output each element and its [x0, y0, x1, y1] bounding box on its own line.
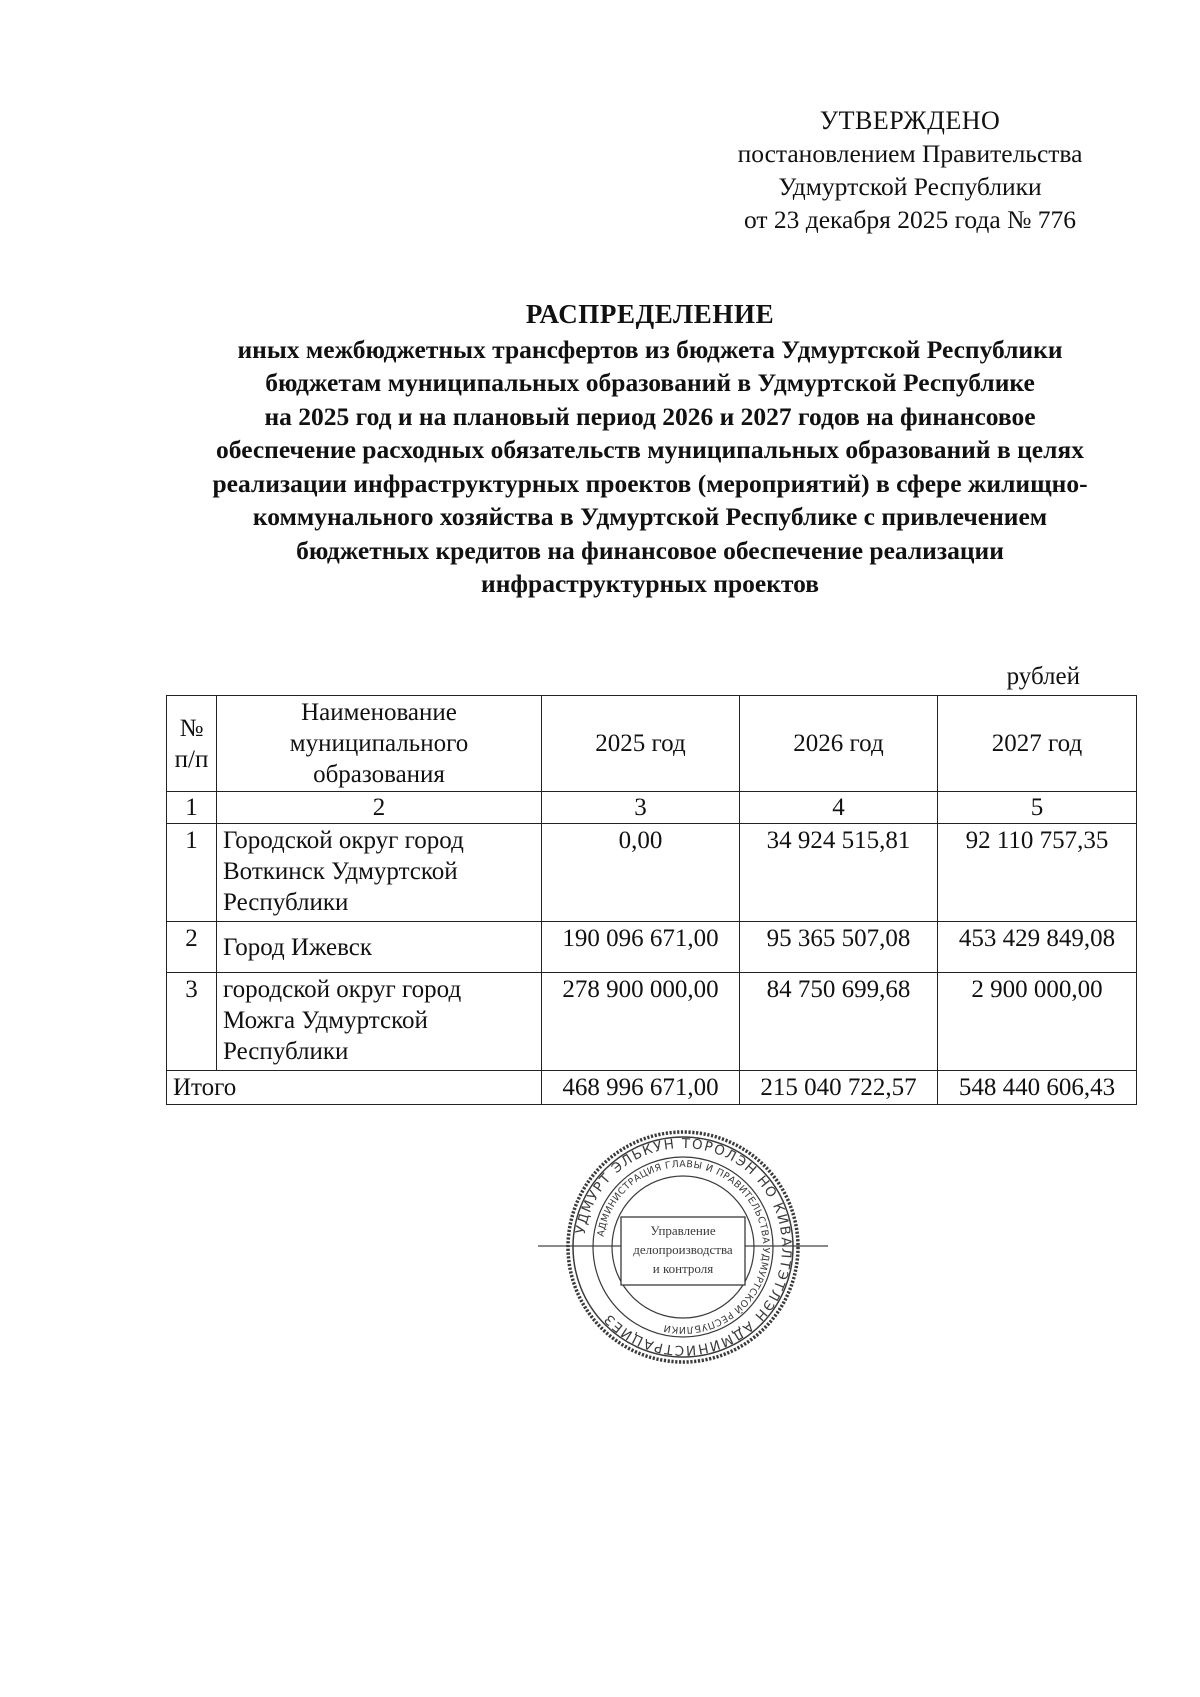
distribution-table [166, 695, 1137, 1105]
amount-2027: 453 429 849,08 [938, 922, 1137, 973]
heading-line: бюджетных кредитов на финансовое обеспечение реализации [296, 535, 1004, 565]
amount-2027: 92 110 757,35 [938, 824, 1137, 922]
amount-2027: 2 900 000,00 [938, 973, 1137, 1071]
column-index: 4 [740, 792, 938, 824]
amount-2026: 95 365 507,08 [740, 922, 938, 973]
municipality-name: Город Ижевск [217, 922, 542, 973]
column-index: 2 [217, 792, 542, 824]
approval-date-number: от 23 декабря 2025 года № 776 [743, 205, 1077, 234]
row-number: 2 [167, 922, 217, 973]
heading-line: бюджетам муниципальных образований в Удмуртской Республике [265, 368, 1035, 397]
total-2025: 468 996 671,00 [542, 1071, 740, 1105]
header-row [167, 696, 1137, 792]
amount-2025: 190 096 671,00 [542, 922, 740, 973]
amount-2025: 278 900 000,00 [542, 973, 740, 1071]
header-municipality: Наименование муниципального образования [217, 696, 542, 792]
municipality-name: Городской округ город Воткинск Удмуртской Республики [217, 824, 542, 922]
document-heading [100, 298, 1200, 601]
seal-center-line: и контроля [652, 1261, 714, 1276]
approval-title: УТВЕРЖДЕНО [819, 106, 1001, 135]
table-row [167, 824, 1137, 922]
seal-graphic [538, 1122, 828, 1372]
column-index: 3 [542, 792, 740, 824]
row-number: 1 [167, 824, 217, 922]
table-row [167, 973, 1137, 1071]
header-2026: 2026 год [740, 696, 938, 792]
heading-line: реализации инфраструктурных проектов (мероприятий) в сфере жилищно- [212, 468, 1088, 498]
seal-center-line: делопроизводства [633, 1242, 733, 1257]
heading-line: иных межбюджетных трансфертов из бюджета Удмуртской Республики [237, 334, 1063, 364]
amount-2025: 0,00 [542, 824, 740, 922]
approval-block [700, 104, 1120, 236]
header-number: № п/п [167, 696, 217, 792]
seal-inner-text: АДМИНИСТРАЦИЯ ГЛАВЫ И ПРАВИТЕЛЬСТВА УДМУРТСКОЙ РЕСПУБЛИКИ [595, 1158, 772, 1336]
seal-outer-text: УДМУРТ ЭЛЬКУН ТОРОЛЭН НО КИВАЛТЭТЛЭН АДМИНИСТРАЦИЕЗ [572, 1135, 795, 1359]
heading-line: на 2025 год и на плановый период 2026 и 2027 годов на финансовое [264, 401, 1036, 431]
table-row [167, 922, 1137, 973]
amount-2026: 34 924 515,81 [740, 824, 938, 922]
municipality-name: городской округ город Можга Удмуртской Республики [217, 973, 542, 1071]
amount-2026: 84 750 699,68 [740, 973, 938, 1071]
units-label: рублей [1006, 663, 1080, 690]
column-index-row [167, 792, 1137, 824]
seal-center-line: Управление [650, 1223, 716, 1238]
official-seal [538, 1122, 828, 1372]
column-index: 1 [167, 792, 217, 824]
document-title: РАСПРЕДЕЛЕНИЕ [525, 299, 775, 329]
total-2027: 548 440 606,43 [938, 1071, 1137, 1105]
heading-line: инфраструктурных проектов [481, 569, 819, 598]
header-2025: 2025 год [542, 696, 740, 792]
header-2027: 2027 год [938, 696, 1137, 792]
total-row [167, 1071, 1137, 1105]
approval-line: Удмуртской Республики [778, 172, 1042, 201]
total-2026: 215 040 722,57 [740, 1071, 938, 1105]
heading-line: обеспечение расходных обязательств муниципальных образований в целях [216, 435, 1084, 464]
heading-line: коммунального хозяйства в Удмуртской Республике с привлечением [252, 502, 1048, 531]
approval-line: постановлением Правительства [737, 139, 1083, 168]
column-index: 5 [938, 792, 1137, 824]
total-label: Итого [167, 1071, 542, 1105]
row-number: 3 [167, 973, 217, 1071]
